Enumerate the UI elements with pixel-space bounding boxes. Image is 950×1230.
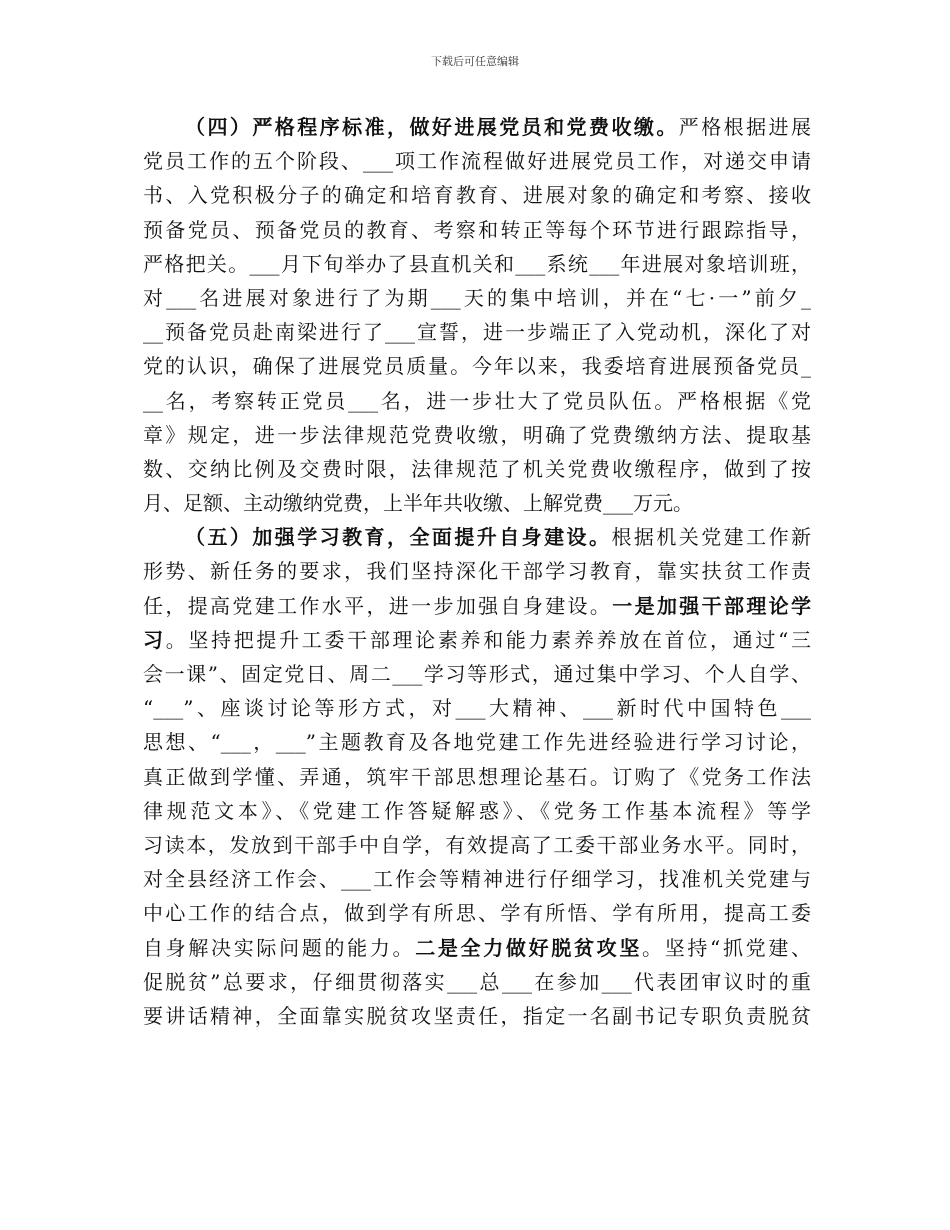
- text-run: __名，考察转正党员___名，进一步壮大了党员队伍。严格根据《党: [143, 388, 811, 413]
- text-line: [143, 315, 811, 349]
- text-run: 预备党员、预备党员的教育、考察和转正等每个环节进行跟踪指导，: [143, 217, 811, 242]
- bold-text-run: 二是全力做好脱贫攻坚: [415, 935, 643, 960]
- text-line: [143, 623, 811, 657]
- text-line: [143, 349, 811, 383]
- text-run: 律规范文本》、《党建工作答疑解惑》、《党务工作基本流程》等学: [143, 798, 811, 823]
- text-line: [143, 281, 811, 315]
- text-line: [143, 589, 811, 623]
- bold-text-run: 习: [143, 627, 166, 652]
- text-run: 对___名进展对象进行了为期___天的集中培训，并在“七·一”前夕_: [143, 285, 811, 310]
- document-body: [143, 110, 811, 1033]
- text-run: 数、交纳比例及交费时限，法律规范了机关党费收缴程序，做到了按: [143, 456, 811, 481]
- text-line: [143, 794, 811, 828]
- text-line: [143, 896, 811, 930]
- text-line: [143, 828, 811, 862]
- text-run: 真正做到学懂、弄通，筑牢干部思想理论基石。订购了《党务工作法: [143, 764, 811, 789]
- text-run: 严格根据进展: [678, 115, 812, 139]
- text-line: [143, 384, 811, 418]
- text-line: [143, 554, 811, 588]
- text-run: 形势、新任务的要求，我们坚持深化干部学习教育，靠实扶贫工作责: [143, 559, 811, 584]
- bold-text-run: 一是加强干部理论学: [612, 593, 812, 618]
- text-run: 会一课”、固定党日、周二___学习等形式，通过集中学习、个人自学、: [143, 662, 811, 686]
- text-line: [143, 725, 811, 759]
- text-line: [143, 452, 811, 486]
- text-line: [143, 247, 811, 281]
- bold-text-run: （四）严格程序标准，做好进展党员和党费收缴。: [185, 115, 679, 139]
- text-line: [143, 657, 811, 691]
- bold-text-run: （五）加强学习教育，全面提升自身建设。: [185, 525, 612, 550]
- text-run: 党的认识，确保了进展党员质量。今年以来，我委培育进展预备党员_: [143, 354, 811, 379]
- page-header: 下载后可任意编辑: [431, 55, 519, 68]
- text-run: __预备党员赴南梁进行了___宣誓，进一步端正了入党动机，深化了对: [143, 320, 811, 345]
- text-run: “___”、座谈讨论等形方式，对___大精神、___新时代中国特色___: [143, 696, 811, 721]
- text-run: 中心工作的结合点，做到学有所思、学有所悟、学有所用，提高工委: [143, 901, 811, 926]
- text-run: 。坚持把提升工委干部理论素养和能力素养养放在首位，通过“三: [165, 627, 811, 652]
- text-run: 严格把关。___月下旬举办了县直机关和___系统___年进展对象培训班，: [143, 251, 811, 276]
- text-line: [143, 691, 811, 725]
- text-run: 思想、“___，___”主题教育及各地党建工作先进经验进行学习讨论，: [143, 730, 811, 755]
- text-run: 习读本，发放到干部手中自学，有效提高了工委干部业务水平。同时，: [143, 832, 811, 857]
- text-run: 根据机关党建工作新: [611, 525, 812, 550]
- text-line: [143, 213, 811, 247]
- text-line: [143, 999, 811, 1033]
- text-line: [143, 418, 811, 452]
- text-run: 章》规定，进一步法律规范党费收缴，明确了党费缴纳方法、提取基: [143, 422, 811, 447]
- text-run: 对全县经济工作会、___工作会等精神进行仔细学习，找准机关党建与: [143, 867, 811, 892]
- text-line: [143, 110, 811, 144]
- text-line: [143, 520, 811, 554]
- text-run: 促脱贫”总要求，仔细贯彻落实___总___在参加___代表团审议时的重: [143, 969, 811, 994]
- text-run: 任，提高党建工作水平，进一步加强自身建设。: [143, 593, 613, 618]
- text-run: 书、入党积极分子的确定和培育教育、进展对象的确定和考察、接收: [143, 183, 811, 208]
- text-line: [143, 486, 811, 520]
- text-line: [143, 965, 811, 999]
- text-line: [143, 862, 811, 896]
- text-run: 要讲话精神，全面靠实脱贫攻坚责任，指定一名副书记专职负责脱贫: [143, 1003, 811, 1028]
- text-line: [143, 931, 811, 965]
- text-run: 。坚持“抓党建、: [642, 935, 812, 960]
- text-run: 月、足额、主动缴纳党费，上半年共收缴、上解党费___万元。: [143, 491, 693, 516]
- text-run: 自身解决实际问题的能力。: [143, 935, 416, 960]
- text-line: [143, 760, 811, 794]
- text-line: [143, 178, 811, 212]
- text-line: [143, 144, 811, 178]
- text-run: 党员工作的五个阶段、___项工作流程做好进展党员工作，对递交申请: [143, 149, 811, 174]
